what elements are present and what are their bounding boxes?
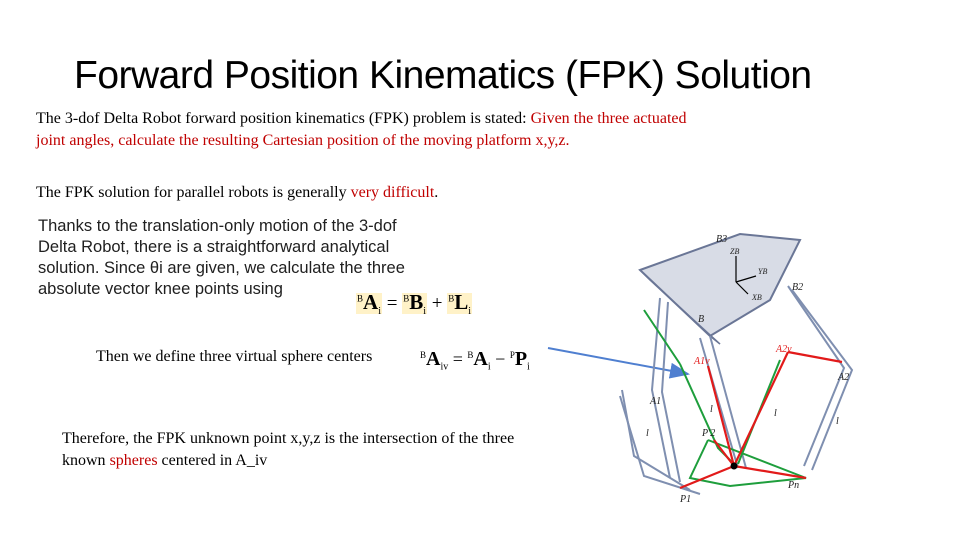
- label-a2v: A2v: [776, 344, 792, 355]
- label-yb: YB: [758, 267, 768, 276]
- label-p2: P'2: [702, 428, 716, 439]
- delta-robot-diagram: [560, 220, 860, 520]
- intro-highlight: Given the three actuated joint angles, calculate the resulting Cartesian position of the moving platform x,y,z.: [36, 110, 687, 149]
- virtual-links: [644, 310, 806, 486]
- label-b2: B2: [792, 282, 804, 293]
- conclusion-highlight: spheres: [109, 452, 158, 469]
- sphere-center-equation: $^BA_{iv} = ^BA_i - ^PP_i$: [420, 348, 530, 373]
- label-b: B: [698, 314, 705, 325]
- conclusion-paragraph: [62, 428, 522, 472]
- base-platform: [640, 234, 800, 336]
- intro-paragraph: [36, 108, 716, 152]
- scanned-text-block: Thanks to the translation-only motion of the 3-dof Delta Robot, there is a straightforward analytical solution. Since θi are given, we calculate the three absolute vector knee points using: [38, 217, 405, 298]
- label-a2: A2: [838, 372, 850, 383]
- label-l4: l: [646, 428, 649, 439]
- label-p1: P1: [680, 494, 692, 505]
- label-l3: l: [836, 416, 839, 427]
- difficulty-paragraph: [36, 182, 716, 204]
- difficulty-end: .: [434, 184, 439, 201]
- label-b3: B3: [716, 234, 728, 245]
- conclusion-text: Therefore, the FPK unknown point x,y,z is the intersection of the three known: [62, 430, 515, 469]
- define-text: Then we define three virtual sphere centers: [96, 348, 373, 365]
- label-a1v: A1v: [694, 356, 710, 367]
- label-pn: Pn: [788, 480, 800, 491]
- difficulty-text: The FPK solution for parallel robots is generally: [36, 184, 351, 201]
- difficulty-highlight: very difficult: [350, 184, 435, 201]
- conclusion-end: centered in A_iv: [157, 452, 268, 469]
- intro-text: The 3-dof Delta Robot forward position kinematics (FPK) problem is stated:: [36, 110, 531, 127]
- platform-point: [731, 463, 738, 470]
- label-a1: A1: [650, 396, 662, 407]
- slide-title: Forward Position Kinematics (FPK) Solution: [74, 54, 812, 97]
- label-l2: l: [774, 408, 777, 419]
- label-l1: l: [710, 404, 713, 415]
- label-zb: ZB: [730, 247, 740, 256]
- knee-point-equation: $^BA_i = ^BB_i + ^BL_i$: [357, 290, 472, 317]
- label-xb: XB: [752, 293, 762, 302]
